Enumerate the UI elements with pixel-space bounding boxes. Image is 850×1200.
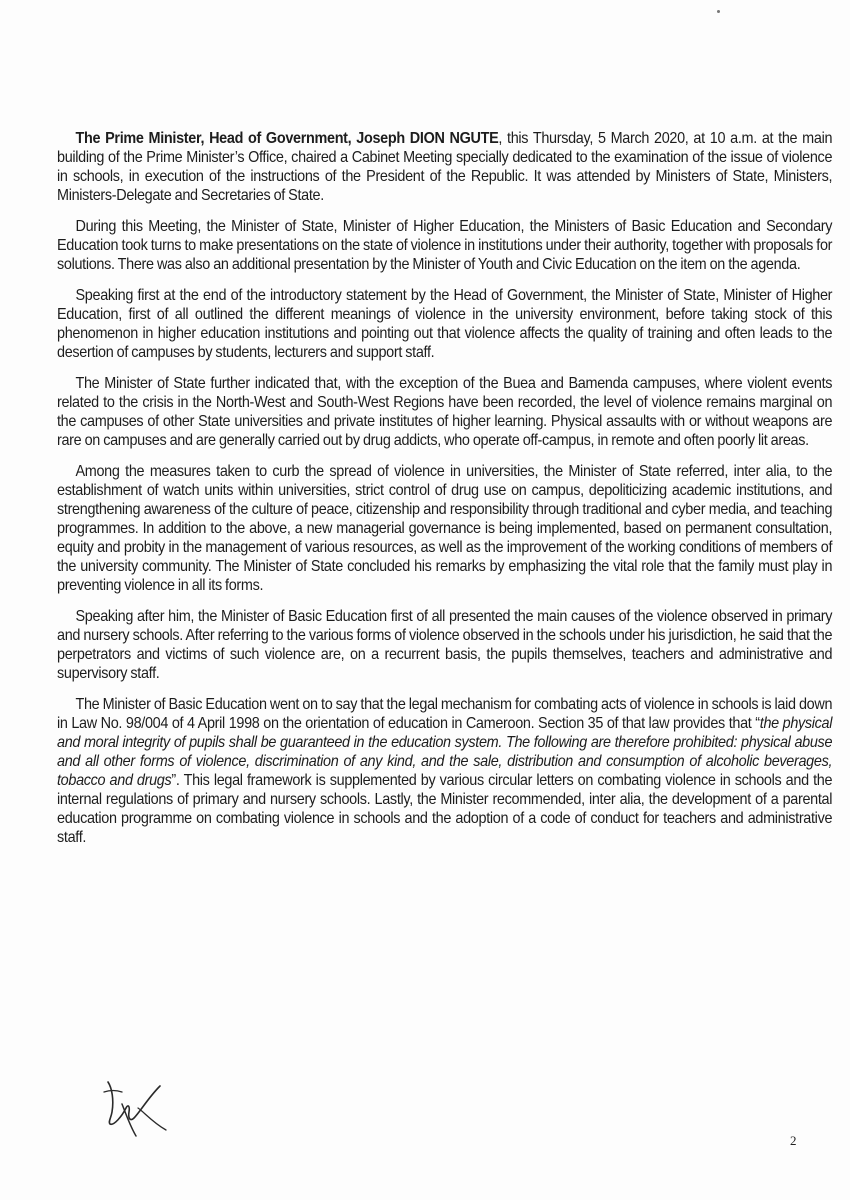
scan-speck xyxy=(717,10,720,13)
document-body xyxy=(57,129,832,859)
paragraph-7-quotation: the physical and moral integrity of pupils shall be guaranteed in the education system. The following are therefore prohibited: physical abuse and all other forms of violence, discrimination of any kind, and the sale, distribution and consumption of alcoholic beverages, tobacco and drugs xyxy=(57,715,833,789)
paragraph-2: During this Meeting, the Minister of State, Minister of Higher Education, the Ministers of Basic Education and Secondary Education took turns to make presentations on the state of violence in institutions under their authority, together with proposals for solutions. There was also an additional presentation by the Minister of Youth and Civic Education on the item on the agenda. xyxy=(57,218,833,273)
paragraph-6: Speaking after him, the Minister of Basic Education first of all presented the main causes of the violence observed in primary and nursery schools. After referring to the various forms of violence observed in the schools under his jurisdiction, he said that the perpetrators and victims of such violence are, on a recurrent basis, the pupils themselves, teachers and administrative and supervisory staff. xyxy=(57,608,833,682)
handwritten-initials-signature xyxy=(100,1078,170,1140)
page-number: 2 xyxy=(790,1133,797,1148)
paragraph-3: Speaking first at the end of the introductory statement by the Head of Government, the Minister of State, Minister of Higher Education, first of all outlined the different meanings of violence in the university environment, before taking stock of this phenomenon in higher education institutions and pointing out that violence affects the quality of training and often leads to the desertion of campuses by students, lecturers and support staff. xyxy=(57,287,833,361)
paragraph-7-text-after: ”. This legal framework is supplemented by various circular letters on combating violence in schools and the internal regulations of primary and nursery schools. Lastly, the Minister recommended, inter alia, the development of a parental education programme on combating violence in schools and the adoption of a code of conduct for teachers and administrative staff. xyxy=(57,772,833,846)
paragraph-7-text-before: The Minister of Basic Education went on to say that the legal mechanism for combating acts of violence in schools is laid down in Law No. 98/004 of 4 April 1998 on the orientation of education in Cameroon. Section 35 of that law provides that “ xyxy=(57,696,833,732)
paragraph-4: The Minister of State further indicated that, with the exception of the Buea and Bamenda campuses, where violent events related to the crisis in the North-West and South-West Regions have been recorded, the level of violence remains marginal on the campuses of other State universities and private institutes of higher learning. Physical assaults with or without weapons are rare on campuses and are generally carried out by drug addicts, who operate off-campus, in remote and often poorly lit areas. xyxy=(57,375,833,449)
paragraph-1-bold-lead: The Prime Minister, Head of Government, Joseph DION NGUTE xyxy=(75,130,499,147)
paragraph-5: Among the measures taken to curb the spread of violence in universities, the Minister of State referred, inter alia, to the establishment of watch units within universities, strict control of drug use on campus, depoliticizing academic institutions, and strengthening awareness of the culture of peace, citizenship and responsibility through traditional and cyber media, and teaching programmes. In addition to the above, a new managerial governance is being implemented, based on permanent consultation, equity and probity in the management of various resources, as well as the improvement of the working conditions of members of the university community. The Minister of State concluded his remarks by emphasizing the vital role that the family must play in preventing violence in all its forms. xyxy=(57,463,833,594)
paragraph-1 xyxy=(57,129,832,205)
paragraph-1-text: , this Thursday, 5 March 2020, at 10 a.m. at the main building of the Prime Minister’s Office, chaired a Cabinet Meeting specially dedicated to the examination of the issue of violence in schools, in execution of the instructions of the President of the Republic. It was attended by Ministers of State, Ministers, Ministers-Delegate and Secretaries of State. xyxy=(57,130,833,204)
paragraph-7 xyxy=(57,695,832,847)
